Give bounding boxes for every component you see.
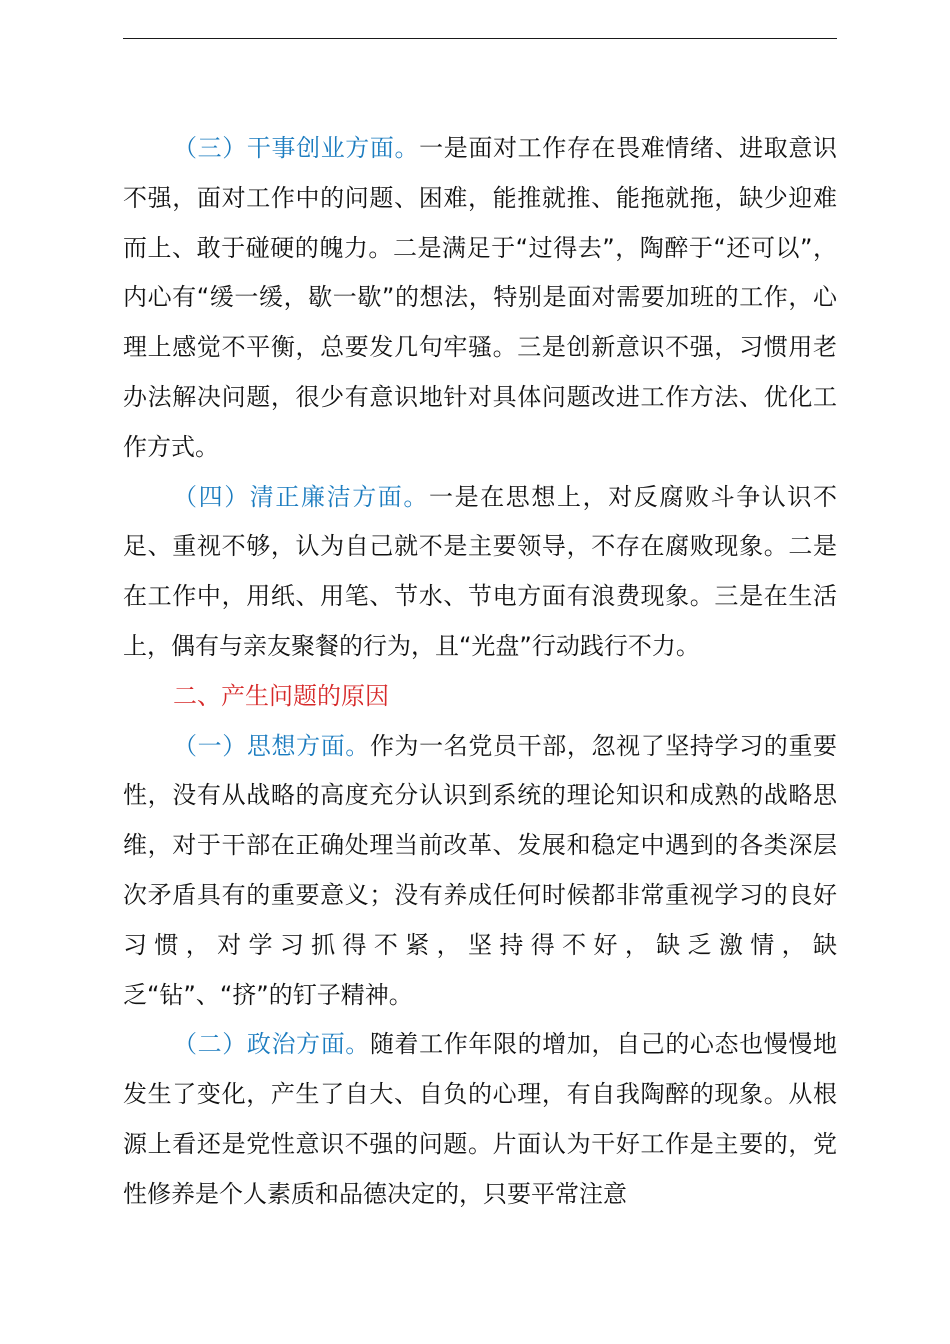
subheading-politics: （二）政治方面。 — [173, 1030, 370, 1059]
document-body — [123, 124, 837, 1220]
paragraph-entrepreneurship — [123, 124, 837, 473]
paragraph-text: 随着工作年限的增加，自己的心态也慢慢地发生了变化，产生了自大、自负的心理，有自我陶醉的现象。从根源上看还是党性意识不强的问题。片面认为干好工作是主要的，党性修养是个人素质和品德决定的，只要平常注意 — [123, 1030, 838, 1208]
section-title-causes: 二、产生问题的原因 — [173, 681, 389, 710]
paragraph-text: 一是面对工作存在畏难情绪、进取意识不强，面对工作中的问题、困难，能推就推、能拖就拖，缺少迎难而上、敢于碰硬的魄力。二是满足于“过得去”，陶醉于“还可以”，内心有“缓一缓，歇一歇”的想法，特别是面对需要加班的工作，心理上感觉不平衡，总要发几句牢骚。三是创新意识不强，习惯用老办法解决问题，很少有意识地针对具体问题改进工作方法、优化工作方式。 — [123, 134, 838, 461]
subheading-integrity: （四）清正廉洁方面。 — [173, 482, 429, 511]
subheading-entrepreneurship: （三）干事创业方面。 — [173, 134, 420, 162]
header-rule — [123, 38, 837, 39]
paragraph-text: 一是在思想上，对反腐败斗争认识不足、重视不够，认为自己就不是主要领导，不存在腐败现象。二是在工作中，用纸、用笔、节水、节电方面有浪费现象。三是在生活上，偶有与亲友聚餐的行为，且“光盘”行动践行不力。 — [123, 482, 837, 660]
subheading-thought: （一）思想方面。 — [173, 731, 370, 760]
paragraph-integrity — [123, 473, 837, 672]
paragraph-text: 作为一名党员干部，忽视了坚持学习的重要性，没有从战略的高度充分认识到系统的理论知识和成熟的战略思维，对于干部在正确处理当前改革、发展和稳定中遇到的各类深层次矛盾具有的重要意义；没有养成任何时候都非常重视学习的良好习惯，对学习抓得不紧，坚持得不好，缺乏激情，缺乏“钻”、“挤”的钉子精神。 — [123, 731, 838, 1009]
paragraph-politics — [123, 1020, 837, 1219]
paragraph-thought — [123, 722, 837, 1021]
